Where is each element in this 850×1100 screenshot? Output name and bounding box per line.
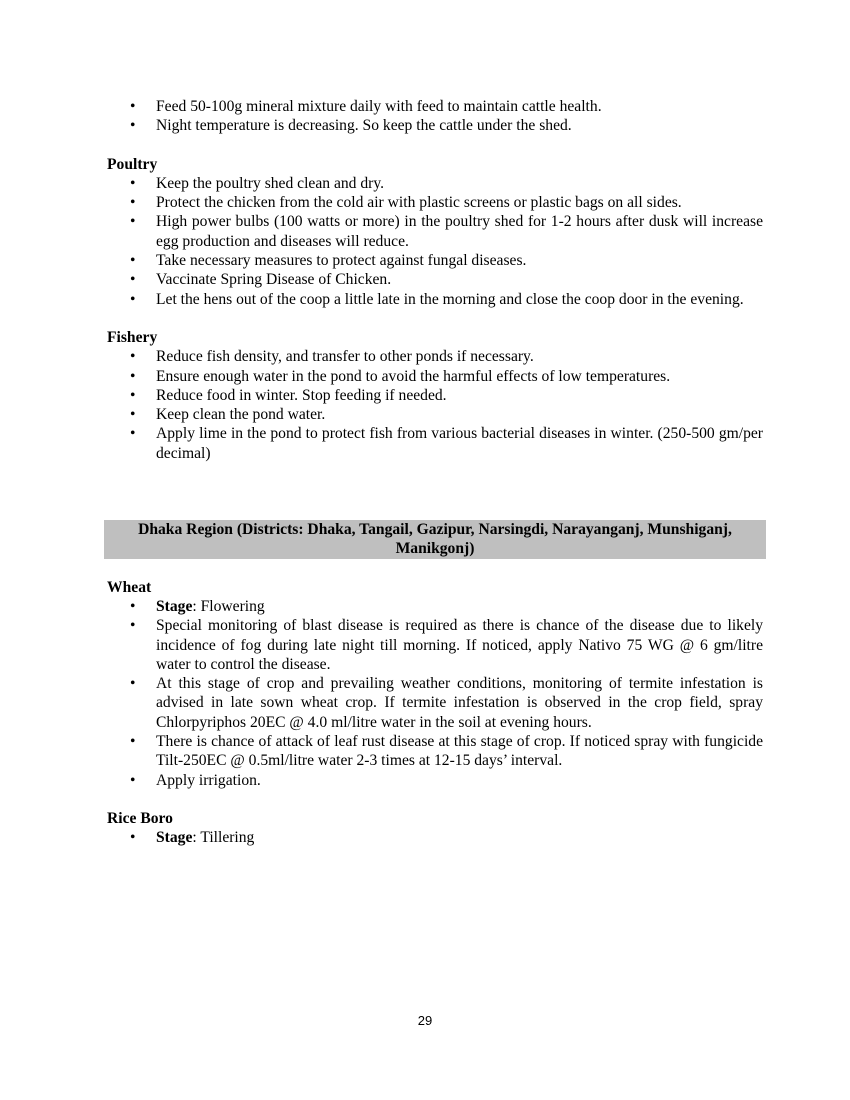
stage-label: Stage [156,829,193,847]
list-item-text: Night temperature is decreasing. So keep the cattle under the shed. [156,117,572,135]
bullet-icon: • [130,213,136,231]
bullet-icon: • [130,675,136,693]
cattle-advice-list [107,97,763,136]
bullet-icon: • [130,348,136,366]
list-item [107,405,763,424]
list-item-text: Keep the poultry shed clean and dry. [156,174,385,192]
list-item-text: High power bulbs (100 watts or more) in the poultry shed for 1-2 hours after dusk will increase egg production and diseases will reduce. [156,213,763,250]
stage-value: : Flowering [192,597,265,615]
bullet-icon: • [130,425,136,443]
bullet-icon: • [130,271,136,289]
list-item [107,367,763,386]
list-item [107,290,763,309]
fishery-advice-list [107,347,763,463]
list-item-text: There is chance of attack of leaf rust disease at this stage of crop. If noticed spray with fungicide Tilt-250EC @ 0.5ml/litre water 2-3 times at 12-15 days’ interval. [156,733,763,770]
list-item [107,424,763,463]
list-item [107,251,763,270]
list-item [107,732,763,771]
bullet-icon: • [130,252,136,270]
bullet-icon: • [130,290,136,308]
list-item-text: Reduce fish density, and transfer to other ponds if necessary. [156,348,534,366]
bullet-icon: • [130,406,136,424]
bullet-icon: • [130,367,136,385]
list-item-text: Let the hens out of the coop a little late in the morning and close the coop door in the evening. [156,290,744,308]
list-item-text: Special monitoring of blast disease is required as there is chance of the disease due to likely incidence of fog during late night till morning. If noticed, apply Nativo 75 WG @ 6 gm/litre water to control the disease. [156,617,763,673]
list-item [107,212,763,251]
list-item-text: Vaccinate Spring Disease of Chicken. [156,271,392,289]
rice-boro-heading: Rice Boro [107,809,173,827]
fishery-heading: Fishery [107,328,158,346]
stage-item [107,597,763,616]
list-item-text: Keep clean the pond water. [156,406,326,424]
stage-label: Stage [156,597,193,615]
list-item [107,97,763,116]
list-item [107,116,763,135]
list-item [107,174,763,193]
bullet-icon: • [130,771,136,789]
list-item-text: Take necessary measures to protect against fungal diseases. [156,252,527,270]
bullet-icon: • [130,733,136,751]
list-item [107,193,763,212]
poultry-advice-list [107,174,763,309]
list-item [107,771,763,790]
list-item-text: Reduce food in winter. Stop feeding if needed. [156,386,447,404]
bullet-icon: • [130,386,136,404]
bullet-icon: • [130,174,136,192]
stage-item [107,828,763,847]
bullet-icon: • [130,597,136,615]
wheat-advice-list [107,597,763,790]
list-item-text: Apply irrigation. [156,771,261,789]
bullet-icon: • [130,617,136,635]
bullet-icon: • [130,194,136,212]
list-item-text: Protect the chicken from the cold air with plastic screens or plastic bags on all sides. [156,194,682,212]
list-item [107,270,763,289]
document-page [107,97,763,848]
list-item-text: At this stage of crop and prevailing weather conditions, monitoring of termite infestation is advised in late sown wheat crop. If termite infestation is observed in the crop field, spray Chlorpyriphos 20EC @ 4.0 ml/litre water in the soil at evening hours. [156,675,763,731]
rice-boro-advice-list [107,828,763,847]
list-item-text: Ensure enough water in the pond to avoid the harmful effects of low temperatures. [156,367,671,385]
region-banner: Dhaka Region (Districts: Dhaka, Tangail, Gazipur, Narsingdi, Narayanganj, Munshiganj, Manikgonj) [104,520,766,559]
list-item-text: Apply lime in the pond to protect fish from various bacterial diseases in winter. (250-500 gm/per decimal) [156,425,763,462]
stage-value: : Tillering [192,829,255,847]
page-number: 29 [417,1013,433,1028]
wheat-heading: Wheat [107,578,152,596]
poultry-heading: Poultry [107,155,158,173]
list-item [107,386,763,405]
list-item [107,616,763,674]
list-item-text: Feed 50-100g mineral mixture daily with feed to maintain cattle health. [156,98,602,115]
bullet-icon: • [130,829,136,847]
bullet-icon: • [130,117,136,135]
list-item [107,347,763,366]
bullet-icon: • [130,98,136,115]
list-item [107,674,763,732]
